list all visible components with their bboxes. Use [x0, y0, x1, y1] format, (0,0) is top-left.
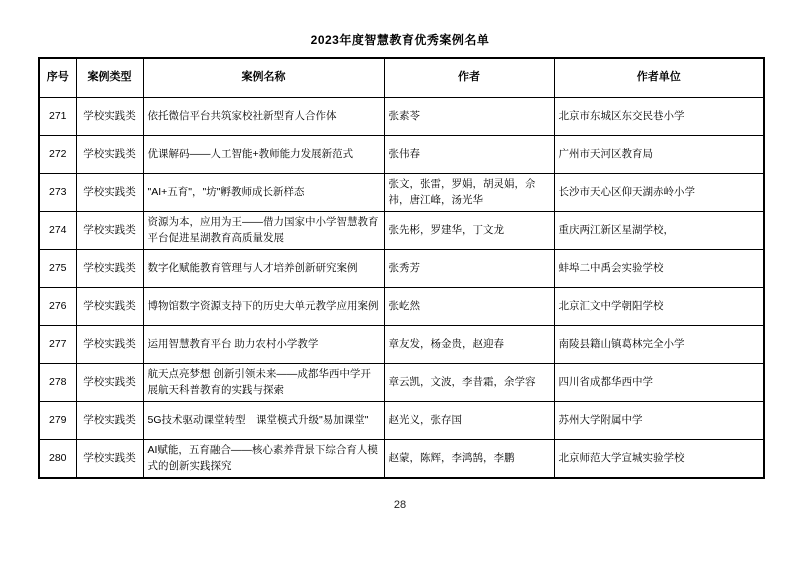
cell-org: 四川省成都华西中学	[554, 364, 764, 402]
cell-name: "AI+五育"，"坊"孵教师成长新样态	[143, 174, 384, 212]
table-row	[39, 98, 764, 136]
table-row	[39, 364, 764, 402]
cell-no: 274	[39, 212, 76, 250]
cell-type: 学校实践类	[76, 98, 143, 136]
cell-no: 279	[39, 402, 76, 440]
table-row	[39, 440, 764, 479]
cell-no: 275	[39, 250, 76, 288]
cell-authors: 张素苓	[384, 98, 554, 136]
table-row	[39, 212, 764, 250]
cell-authors: 张文，张雷，罗娟，胡灵娟，佘祎，唐江峰，汤光华	[384, 174, 554, 212]
case-list-table	[38, 57, 765, 479]
cell-org: 北京市东城区东交民巷小学	[554, 98, 764, 136]
cell-authors: 赵光义，张存国	[384, 402, 554, 440]
cell-type: 学校实践类	[76, 212, 143, 250]
table-row	[39, 174, 764, 212]
header-cell-authors: 作者	[384, 58, 554, 98]
table-header-row	[39, 58, 764, 98]
cell-name: 航天点亮梦想 创新引领未来——成都华西中学开展航天科普教育的实践与探索	[143, 364, 384, 402]
cell-type: 学校实践类	[76, 364, 143, 402]
cell-name: 依托微信平台共筑家校社新型育人合作体	[143, 98, 384, 136]
header-cell-name: 案例名称	[143, 58, 384, 98]
cell-authors: 章云凯，文波，李昔霜，余学容	[384, 364, 554, 402]
table-row	[39, 402, 764, 440]
cell-org: 北京师范大学宣城实验学校	[554, 440, 764, 479]
table-row	[39, 326, 764, 364]
cell-authors: 张秀芳	[384, 250, 554, 288]
cell-type: 学校实践类	[76, 174, 143, 212]
cell-type: 学校实践类	[76, 136, 143, 174]
cell-no: 271	[39, 98, 76, 136]
cell-no: 273	[39, 174, 76, 212]
header-cell-type: 案例类型	[76, 58, 143, 98]
cell-org: 苏州大学附属中学	[554, 402, 764, 440]
cell-no: 272	[39, 136, 76, 174]
cell-type: 学校实践类	[76, 326, 143, 364]
cell-name: 博物馆数字资源支持下的历史大单元教学应用案例	[143, 288, 384, 326]
page-title: 2023年度智慧教育优秀案例名单	[310, 33, 490, 47]
cell-name: 5G技术驱动课堂转型 课堂模式升级"易加课堂"	[143, 402, 384, 440]
header-cell-org: 作者单位	[554, 58, 764, 98]
cell-authors: 张屹然	[384, 288, 554, 326]
table-row	[39, 136, 764, 174]
table-row	[39, 288, 764, 326]
cell-no: 280	[39, 440, 76, 479]
cell-type: 学校实践类	[76, 440, 143, 479]
cell-org: 广州市天河区教育局	[554, 136, 764, 174]
page-number: 28	[393, 499, 407, 511]
cell-type: 学校实践类	[76, 402, 143, 440]
cell-name: AI赋能，五育融合——核心素养背景下综合育人模式的创新实践探究	[143, 440, 384, 479]
cell-org: 南陵县籍山镇葛林完全小学	[554, 326, 764, 364]
cell-org: 重庆两江新区星湖学校，	[554, 212, 764, 250]
cell-type: 学校实践类	[76, 288, 143, 326]
cell-authors: 张先彬，罗建华，丁文龙	[384, 212, 554, 250]
cell-name: 数字化赋能教育管理与人才培养创新研究案例	[143, 250, 384, 288]
cell-type: 学校实践类	[76, 250, 143, 288]
table-row	[39, 250, 764, 288]
cell-authors: 章友发，杨金贵，赵迎春	[384, 326, 554, 364]
cell-name: 资源为本，应用为王——借力国家中小学智慧教育平台促进星湖教育高质量发展	[143, 212, 384, 250]
table-body	[39, 98, 764, 479]
cell-authors: 赵蒙，陈辉，李鸿鹄，李鹏	[384, 440, 554, 479]
cell-no: 277	[39, 326, 76, 364]
cell-org: 蚌埠二中禹会实验学校	[554, 250, 764, 288]
cell-no: 278	[39, 364, 76, 402]
cell-no: 276	[39, 288, 76, 326]
cell-name: 运用智慧教育平台 助力农村小学教学	[143, 326, 384, 364]
cell-name: 优课解码——人工智能+教师能力发展新范式	[143, 136, 384, 174]
cell-org: 北京汇文中学朝阳学校	[554, 288, 764, 326]
cell-org: 长沙市天心区仰天湖赤岭小学	[554, 174, 764, 212]
header-cell-no: 序号	[39, 58, 76, 98]
cell-authors: 张伟春	[384, 136, 554, 174]
